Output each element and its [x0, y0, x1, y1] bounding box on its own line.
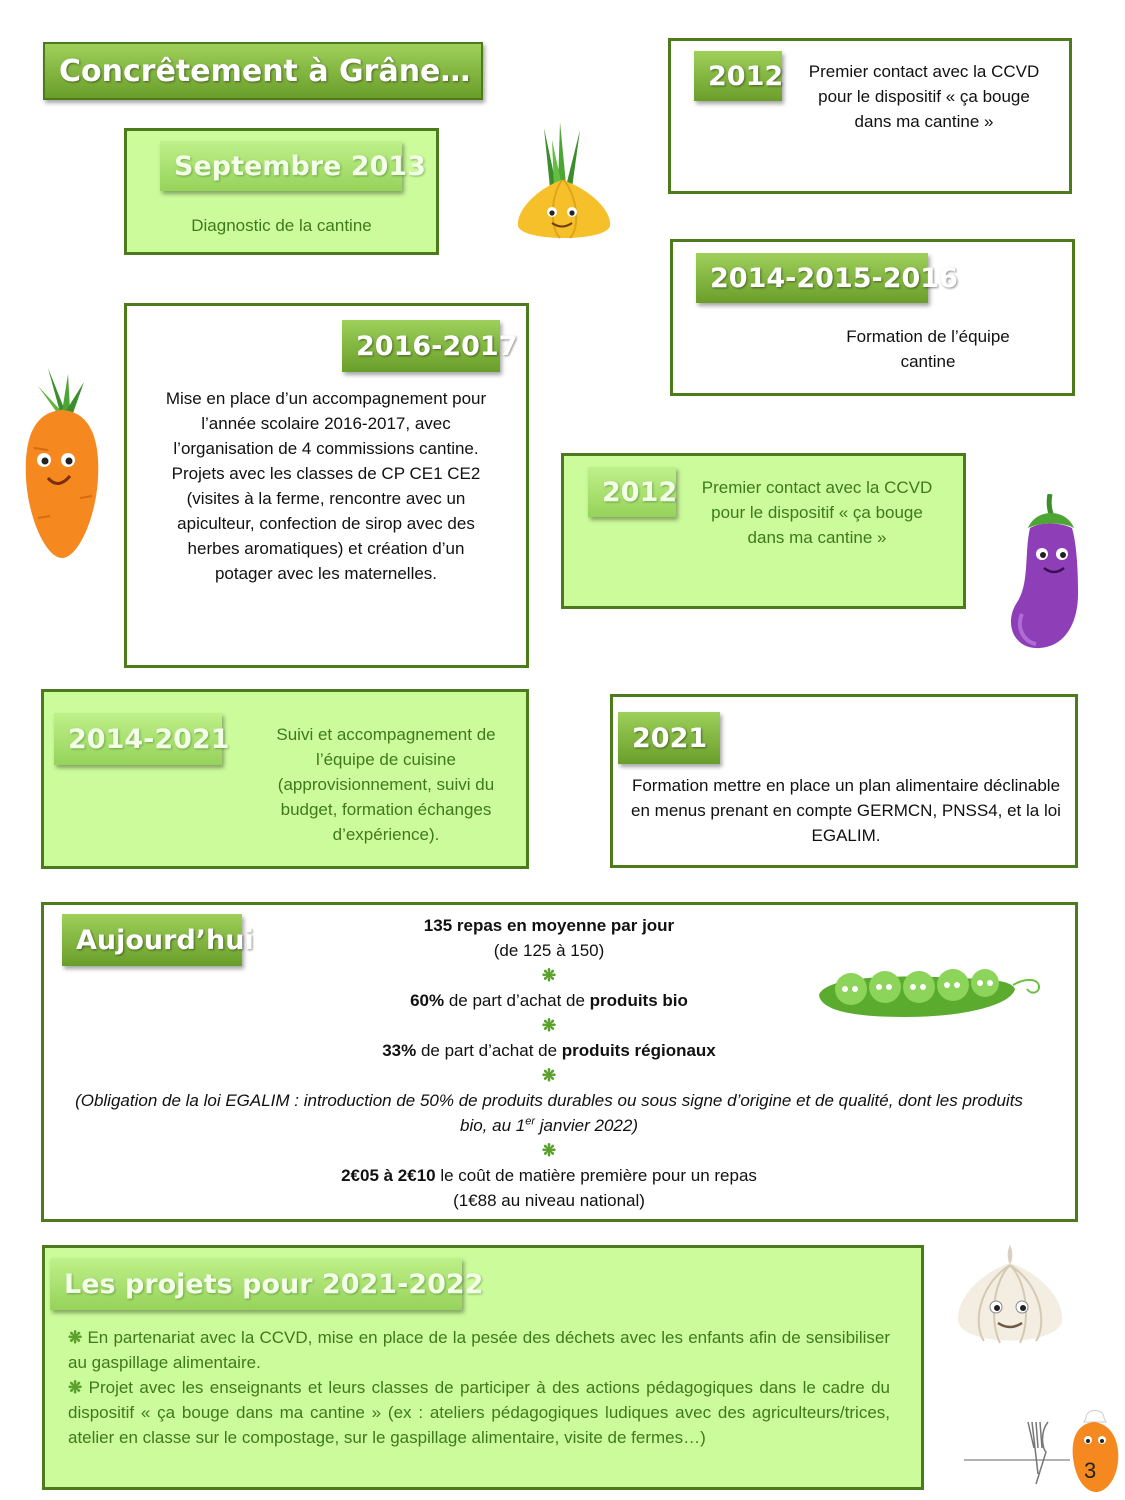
cutlery-icon [962, 1418, 1072, 1488]
cost-line [60, 1163, 1038, 1188]
year-tag-2014-2016 [696, 253, 958, 303]
year-label: 2012 [708, 60, 784, 92]
cost-rest: le coût de matière première pour un repas [435, 1166, 757, 1185]
box-2012-top-text: Premier contact avec la CCVD pour le dispositif « ça bouge dans ma cantine » [808, 62, 1040, 131]
flower-bullet-icon: ❋ [541, 1141, 557, 1160]
year-tag-sept-2013 [160, 141, 426, 191]
projects-label: Les projets pour 2021-2022 [64, 1268, 484, 1300]
cost-bold: 2€05 à 2€10 [341, 1166, 436, 1185]
year-label: Septembre 2013 [174, 150, 426, 182]
year-label: 2012 [602, 476, 678, 508]
flower-bullet-icon: ❋ [541, 966, 557, 985]
peapod-icon [815, 965, 1043, 1025]
box-2021-text: Formation mettre en place un plan alimentaire déclinable en menus prenant en compte GERMCN, PNSS4, et la loi EGALIM. [631, 776, 1061, 845]
year-tag-2014-2021 [54, 713, 230, 765]
today-label: Aujourd’hui [76, 924, 254, 956]
garlic-icon [950, 1243, 1070, 1353]
flower-bullet-icon: ❋ [68, 1328, 83, 1347]
bio-bold: produits bio [589, 991, 688, 1010]
meals-range: (de 125 à 150) [493, 941, 605, 960]
box-2014-2021-text: Suivi et accompagnement de l’équipe de cuisine (approvisionnement, suivi du budget, formation échanges d’expérience). [276, 725, 496, 844]
page-title-text: Concrêtement à Grâne… [59, 53, 471, 89]
reg-bold: produits régionaux [561, 1041, 716, 1060]
year-label: 2016-2017 [356, 330, 518, 362]
regional-line [60, 1038, 1038, 1063]
reg-mid: de part d’achat de [416, 1041, 562, 1060]
year-tag-2012-green [588, 467, 676, 517]
page-title [43, 42, 483, 100]
project-text: Projet avec les enseignants et leurs classes de participer à des actions pédagogiques dans le cadre du dispositif « ça bouge dans ma cantine » (ex : ateliers pédagogiques ludiques avec des agriculteurs/trices, atelier en classe sur le compostage, sur le gaspillage alimentaire, visite de fermes…) [68, 1378, 890, 1447]
page-number: 3 [1084, 1458, 1097, 1483]
year-tag-2016-2017 [342, 320, 518, 372]
year-tag-2021 [618, 712, 720, 764]
meals-count: 135 repas en moyenne par jour [423, 916, 675, 935]
today-stats [60, 913, 1038, 1213]
flower-bullet-icon: ❋ [68, 1378, 83, 1397]
year-tag-2012-top [694, 51, 782, 101]
carrot-icon [20, 368, 104, 563]
egalim-line [60, 1088, 1038, 1138]
box-2014-2016-text: Formation de l’équipe cantine [846, 327, 1010, 371]
egalim-a: (Obligation de la loi EGALIM : introduction de 50% de produits durables ou sous signe d’origine et de qualité, dont les produits bio, au 1 [75, 1091, 1023, 1135]
eggplant-icon [1000, 494, 1090, 654]
projects-list [68, 1325, 890, 1450]
box-2012-green-text: Premier contact avec la CCVD pour le dispositif « ça bouge dans ma cantine » [701, 478, 933, 547]
project-item [68, 1375, 890, 1450]
projects-tag [50, 1258, 484, 1310]
project-item [68, 1325, 890, 1375]
egalim-sup: er [525, 1115, 535, 1128]
box-2016-2017-text: Mise en place d’un accompagnement pour l’année scolaire 2016-2017, avec l’organisation de 4 commissions cantine. Projets avec les classes de CP CE1 CE2 (visites à la ferme, rencontre avec un apiculteur, confection de sirop avec des herbes aromatiques) et création d’un potager avec les maternelles. [165, 389, 487, 583]
bio-mid: de part d’achat de [444, 991, 590, 1010]
egalim-b: janvier 2022) [535, 1116, 639, 1135]
flower-bullet-icon: ❋ [541, 1016, 557, 1035]
reg-pct: 33% [382, 1041, 417, 1060]
year-label: 2014-2015-2016 [710, 262, 958, 294]
flower-bullet-icon: ❋ [541, 1066, 557, 1085]
year-label: 2021 [632, 722, 708, 754]
box-sept-2013-text: Diagnostic de la cantine [191, 216, 372, 235]
meals-line [60, 913, 1038, 938]
cost-national: (1€88 au niveau national) [453, 1191, 645, 1210]
bio-pct: 60% [410, 991, 445, 1010]
project-text: En partenariat avec la CCVD, mise en place de la pesée des déchets avec les enfants afin de sensibiliser au gaspillage alimentaire. [68, 1328, 890, 1372]
onion-icon [510, 118, 616, 243]
year-label: 2014-2021 [68, 723, 230, 755]
